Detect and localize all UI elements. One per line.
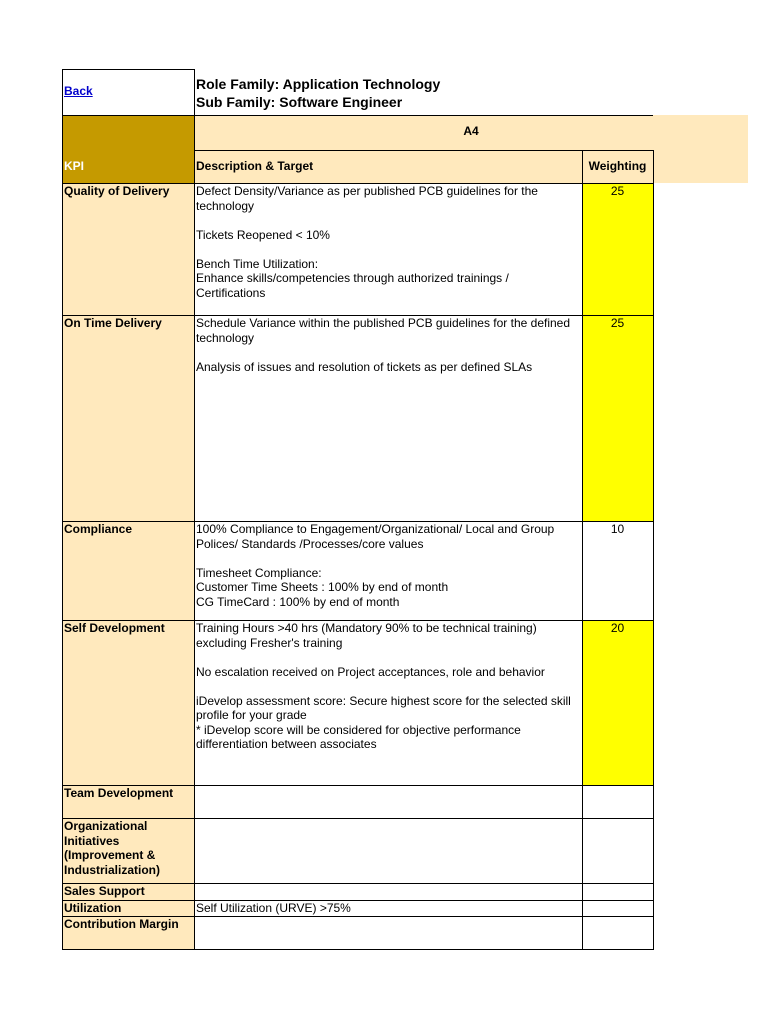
grid-line [63, 115, 653, 116]
grid-line [62, 69, 63, 950]
kpi-column-header: KPI [64, 159, 85, 173]
back-link[interactable]: Back [64, 84, 93, 98]
weighting-column-header: Weighting [588, 159, 647, 173]
kpi-cell-compliance: Compliance [64, 522, 133, 536]
kpi-cell-quality-of-delivery: Quality of Delivery [64, 184, 170, 198]
grid-line [63, 949, 653, 950]
kpi-cell-self-development: Self Development [64, 621, 165, 635]
kpi-cell-contribution-margin: Contribution Margin [64, 917, 179, 931]
description-cell-compliance: 100% Compliance to Engagement/Organizational/ Local and Group Polices/ Standards /Processes/core values Timesheet Compliance: Customer Time Sheets : 100% by end of month CG TimeCard : 100% by end of month [196, 522, 555, 609]
description-cell-on-time-delivery: Schedule Variance within the published PCB guidelines for the defined technology Analysis of issues and resolution of tickets as per defined SLAs [196, 316, 571, 374]
grid-line [194, 150, 653, 151]
weighting-cell-on-time-delivery: 25 [610, 316, 625, 330]
weighting-fill-ontime [582, 315, 653, 521]
description-column-header: Description & Target [196, 159, 314, 173]
weighting-cell-self-development: 20 [610, 621, 625, 635]
weighting-cell-compliance: 10 [610, 522, 625, 536]
weighting-fill-selfdev [582, 620, 653, 785]
description-cell-self-development: Training Hours >40 hrs (Mandatory 90% to be technical training) excluding Fresher's training No escalation received on Project acceptances, role and behavior iDevelop assessment score: Secure highest score for the selected skill profile for your grade * iDevelop score will be considered for objective performance differentiation between associates [196, 621, 571, 751]
description-cell-quality-of-delivery: Defect Density/Variance as per published PCB guidelines for the technology Tickets Reopened < 10% Bench Time Utilization: Enhance skills/competencies through authorized trainings / Certifications [196, 184, 538, 300]
grade-label: A4 [463, 124, 479, 138]
grid-line [194, 69, 195, 950]
kpi-cell-team-development: Team Development [64, 786, 174, 800]
kpi-cell-organizational-initiatives: Organizational Initiatives (Improvement & Industrialization) [64, 819, 160, 877]
kpi-cell-sales-support: Sales Support [64, 884, 145, 898]
kpi-cell-utilization: Utilization [64, 901, 122, 915]
role-family-title: Role Family: Application Technology [196, 76, 441, 92]
grid-line [582, 150, 583, 950]
grid-line [653, 150, 654, 950]
grid-line [63, 69, 194, 70]
weighting-fill-quality [582, 183, 653, 315]
sub-family-title: Sub Family: Software Engineer [196, 94, 403, 110]
weighting-cell-quality-of-delivery: 25 [610, 184, 625, 198]
description-cell-utilization: Self Utilization (URVE) >75% [196, 901, 351, 915]
kpi-cell-on-time-delivery: On Time Delivery [64, 316, 162, 330]
